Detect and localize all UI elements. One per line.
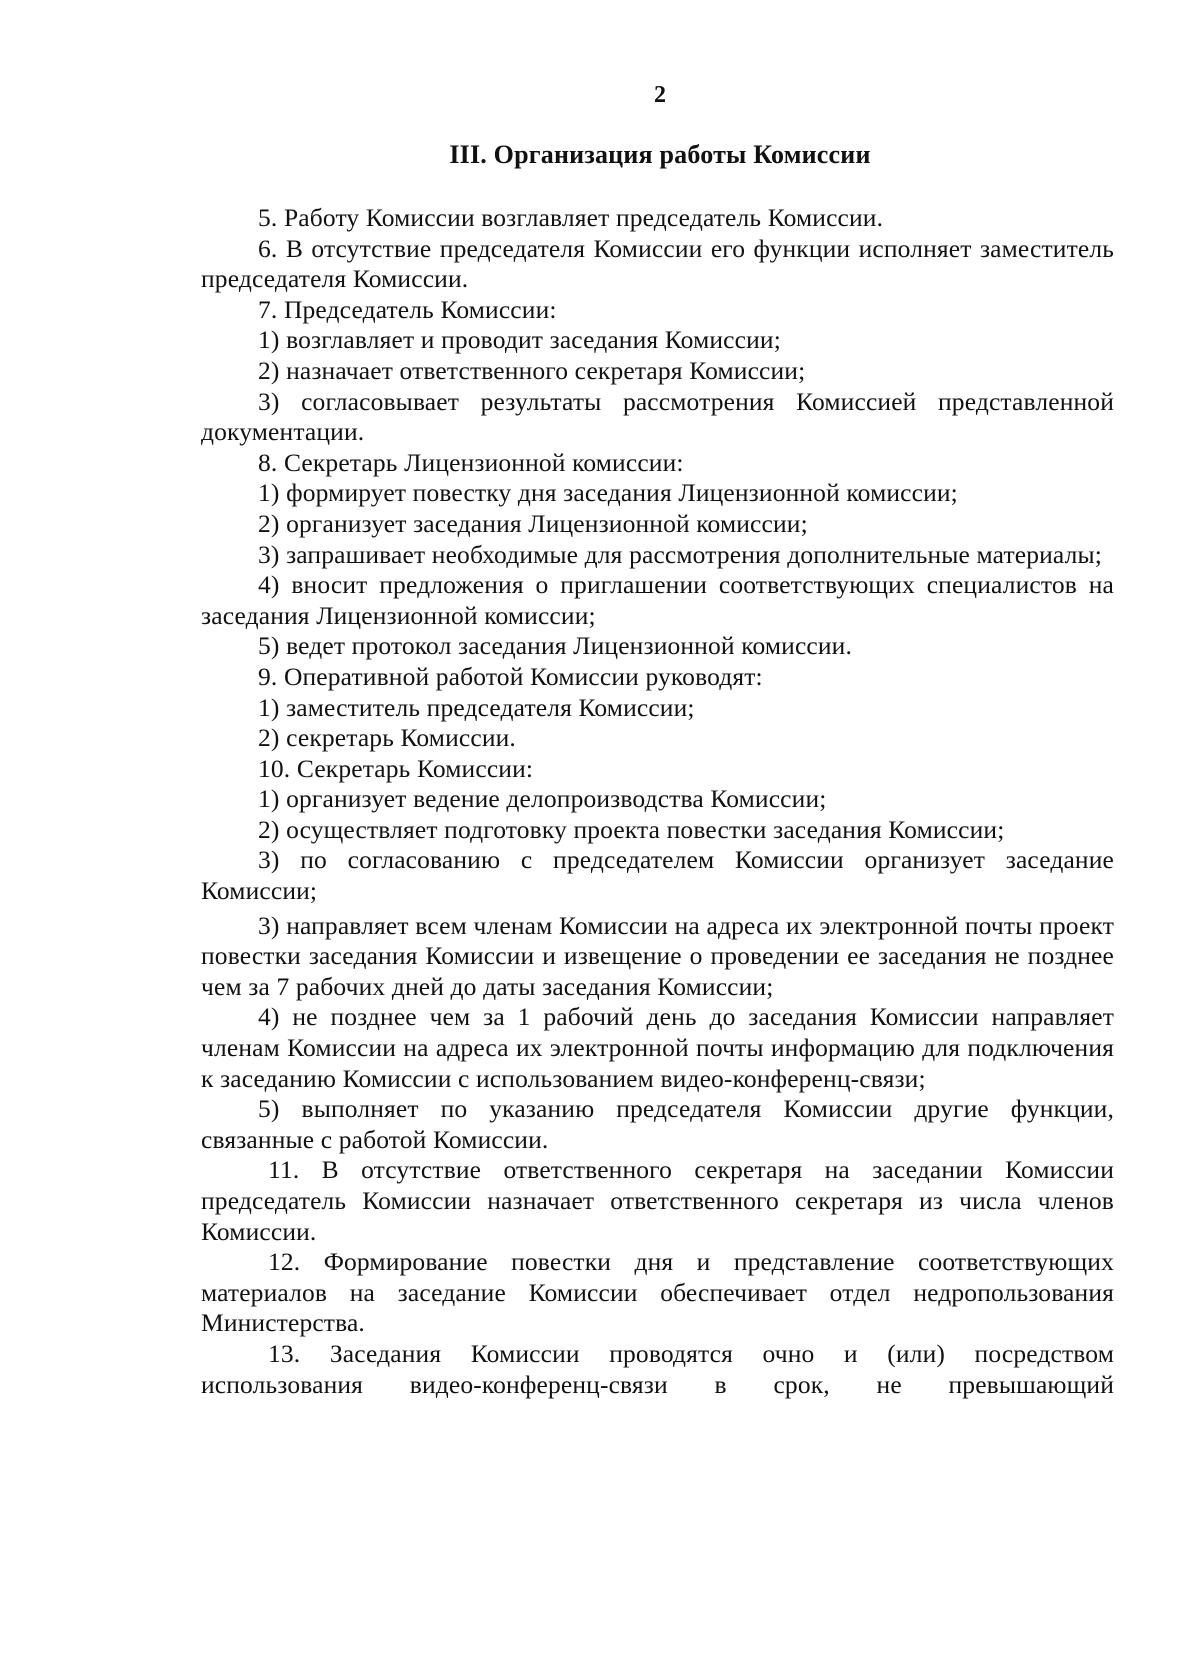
paragraph-subitem: 1) организует ведение делопроизводства Комиссии; — [258, 784, 827, 814]
paragraph-subitem: 3) по согласованию с председателем Комиссии организует заседание Комиссии; — [201, 845, 1114, 906]
section-title: III. Организация работы Комиссии — [449, 140, 871, 169]
paragraph-subitem: 4) вносит предложения о приглашении соответствующих специалистов на заседания Лицензионной комиссии; — [201, 570, 1114, 630]
paragraph-subitem: 2) осуществляет подготовку проекта повестки заседания Комиссии; — [258, 814, 1005, 844]
paragraph-subitem: 2) организует заседания Лицензионной комиссии; — [258, 508, 808, 538]
paragraph-subitem: 1) заместитель председателя Комиссии; — [258, 692, 695, 722]
page-number: 2 — [654, 82, 666, 108]
paragraph-item-10: 10. Секретарь Комиссии: — [258, 753, 534, 783]
paragraph-subitem: 5) ведет протокол заседания Лицензионной комиссии. — [258, 631, 852, 661]
paragraph-item-9: 9. Оперативной работой Комиссии руководят: — [258, 661, 763, 691]
paragraph-item-13: 13. Заседания Комиссии проводятся очно и (или) посредством использования видео-конференц-связи в срок, не превышающий — [201, 1338, 1114, 1399]
paragraph-item-12: 12. Формирование повестки дня и представление соответствующих материалов на заседание Комиссии обеспечивает отдел недропользования Министерства. — [201, 1247, 1114, 1338]
paragraph-subitem: 1) возглавляет и проводит заседания Комиссии; — [258, 325, 781, 355]
paragraph-subitem: 5) выполняет по указанию председателя Комиссии другие функции, связанные с работой Комиссии. — [201, 1094, 1114, 1154]
paragraph-subitem: 4) не позднее чем за 1 рабочий день до заседания Комиссии направляет членам Комиссии на адреса их электронной почты информацию для подключения к заседанию Комиссии с использованием видео-конференц-связи; — [201, 1002, 1114, 1093]
paragraph-subitem: 3) направляет всем членам Комиссии на адреса их электронной почты проект повестки заседания Комиссии и извещение о проведении ее заседания не позднее чем за 7 рабочих дней до даты заседания Комиссии; — [201, 910, 1114, 1001]
paragraph-subitem: 3) согласовывает результаты рассмотрения Комиссией представленной документации. — [201, 386, 1114, 447]
paragraph-item-5: 5. Работу Комиссии возглавляет председатель Комиссии. — [258, 203, 884, 232]
paragraph-subitem: 3) запрашивает необходимые для рассмотрения дополнительные материалы; — [258, 539, 1103, 569]
paragraph-item-7: 7. Председатель Комиссии: — [258, 294, 557, 324]
paragraph-subitem: 2) секретарь Комиссии. — [258, 723, 516, 753]
paragraph-item-6: 6. В отсутствие председателя Комиссии его функции исполняет заместитель председателя Комиссии. — [201, 233, 1114, 294]
paragraph-item-11: 11. В отсутствие ответственного секретаря на заседании Комиссии председатель Комиссии назначает ответственного секретаря из числа членов Комиссии. — [201, 1155, 1114, 1246]
document-body — [201, 203, 1114, 1400]
paragraph-subitem: 1) формирует повестку дня заседания Лицензионной комиссии; — [258, 478, 958, 508]
paragraph-subitem: 2) назначает ответственного секретаря Комиссии; — [258, 355, 806, 385]
paragraph-item-8: 8. Секретарь Лицензионной комиссии: — [258, 447, 684, 477]
